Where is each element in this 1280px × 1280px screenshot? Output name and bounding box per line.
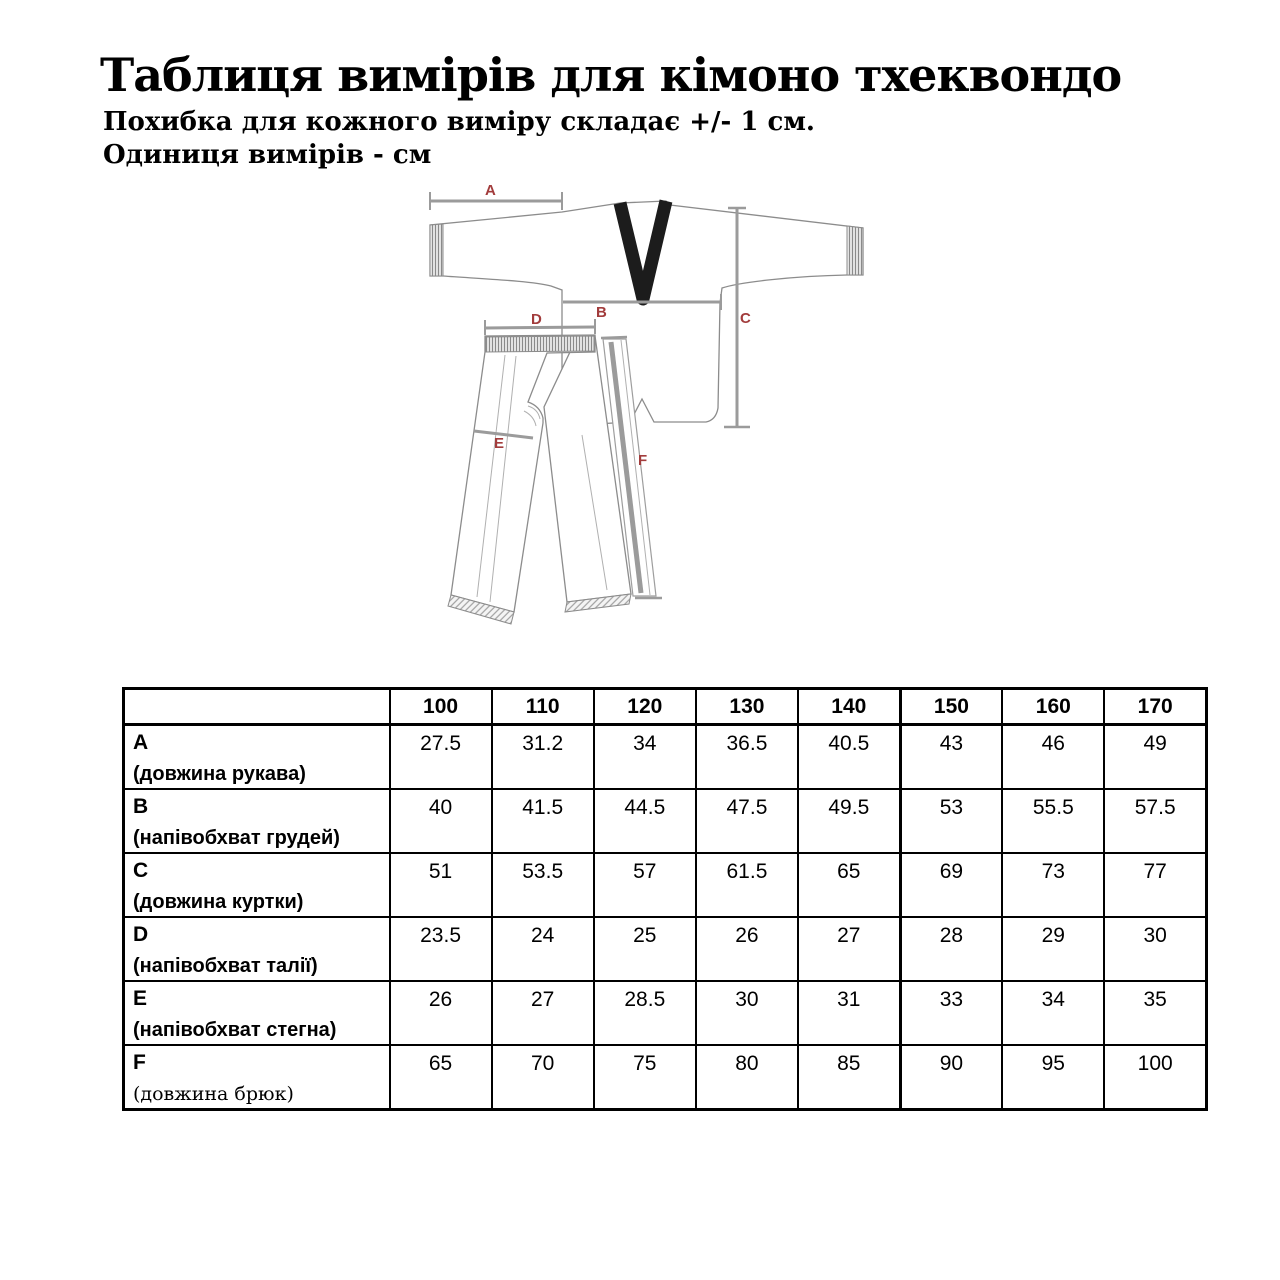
measure-label-cell [124,789,390,853]
table-row [124,917,1207,981]
tolerance-note: Похибка для кожного виміру складає +/- 1 см. [103,107,815,137]
size-table-header-row [124,689,1207,725]
measure-desc: (напівобхват талії) [133,955,318,977]
value-cell: 49.5 [798,789,900,853]
value-cell: 31 [798,981,900,1045]
value-cell: 57.5 [1104,789,1206,853]
table-row [124,1045,1207,1110]
value-cell: 95 [1002,1045,1104,1110]
size-header-cell: 150 [900,689,1002,725]
value-cell: 23.5 [390,917,492,981]
value-cell: 57 [594,853,696,917]
value-cell: 27.5 [390,725,492,790]
value-cell: 34 [1002,981,1104,1045]
value-cell: 24 [492,917,594,981]
measure-label-cell [124,917,390,981]
value-cell: 65 [798,853,900,917]
value-cell: 26 [696,917,798,981]
value-cell: 55.5 [1002,789,1104,853]
value-cell: 31.2 [492,725,594,790]
diagram-label-C: C [740,310,751,327]
value-cell: 28.5 [594,981,696,1045]
measure-desc: (довжина куртки) [133,891,304,913]
measure-label-cell [124,981,390,1045]
value-cell: 53.5 [492,853,594,917]
value-cell: 34 [594,725,696,790]
measure-line-A [430,192,562,210]
size-header-cell: 130 [696,689,798,725]
size-header-cell: 140 [798,689,900,725]
value-cell: 70 [492,1045,594,1110]
measure-letter: D [133,923,149,946]
measure-desc: (напівобхват стегна) [133,1019,337,1041]
size-header-cell: 110 [492,689,594,725]
value-cell: 51 [390,853,492,917]
value-cell: 41.5 [492,789,594,853]
value-cell: 85 [798,1045,900,1110]
value-cell: 40 [390,789,492,853]
value-cell: 46 [1002,725,1104,790]
measure-label-cell [124,725,390,790]
value-cell: 28 [900,917,1002,981]
measure-desc: (довжина рукава) [133,763,306,785]
value-cell: 30 [1104,917,1206,981]
value-cell: 25 [594,917,696,981]
value-cell: 90 [900,1045,1002,1110]
page-title: Таблиця вимірів для кімоно тхеквондо [100,47,1122,102]
measure-desc: (напівобхват грудей) [133,827,340,849]
measure-letter: E [133,987,148,1010]
measure-letter: F [133,1051,146,1074]
diagram-label-E: E [494,435,505,452]
measure-label-cell [124,853,390,917]
measure-letter: A [133,731,149,754]
value-cell: 49 [1104,725,1206,790]
size-header-cell: 170 [1104,689,1206,725]
table-row [124,789,1207,853]
value-cell: 30 [696,981,798,1045]
value-cell: 61.5 [696,853,798,917]
measure-letter: C [133,859,149,882]
value-cell: 35 [1104,981,1206,1045]
measurement-notes [103,106,815,172]
value-cell: 33 [900,981,1002,1045]
table-row [124,853,1207,917]
size-header-cell: 160 [1002,689,1104,725]
table-row [124,981,1207,1045]
value-cell: 44.5 [594,789,696,853]
value-cell: 27 [798,917,900,981]
value-cell: 75 [594,1045,696,1110]
value-cell: 69 [900,853,1002,917]
value-cell: 53 [900,789,1002,853]
value-cell: 65 [390,1045,492,1110]
right-sleeve-cuff [847,226,863,275]
value-cell: 27 [492,981,594,1045]
value-cell: 40.5 [798,725,900,790]
size-table-head [124,689,1207,725]
diagram-label-D: D [531,311,542,328]
size-table-body [124,725,1207,1110]
pants-waistband [486,336,594,352]
kimono-diagram-svg [410,175,880,645]
value-cell: 43 [900,725,1002,790]
left-sleeve-cuff [430,224,443,276]
measure-desc: (довжина брюк) [133,1083,294,1105]
measure-label-cell [124,1045,390,1110]
value-cell: 80 [696,1045,798,1110]
size-header-cell: 120 [594,689,696,725]
table-row [124,725,1207,790]
diagram-label-F: F [638,452,648,469]
value-cell: 47.5 [696,789,798,853]
value-cell: 73 [1002,853,1104,917]
measure-letter: B [133,795,149,818]
size-table [122,687,1208,1111]
diagram-label-A: A [485,182,496,199]
size-table-corner-cell [124,689,390,725]
value-cell: 36.5 [696,725,798,790]
value-cell: 100 [1104,1045,1206,1110]
diagram-label-B: B [596,304,607,321]
size-header-cell: 100 [390,689,492,725]
units-note: Одиниця вимірів - см [103,140,432,170]
value-cell: 29 [1002,917,1104,981]
value-cell: 77 [1104,853,1206,917]
kimono-measurement-diagram [410,175,880,645]
value-cell: 26 [390,981,492,1045]
